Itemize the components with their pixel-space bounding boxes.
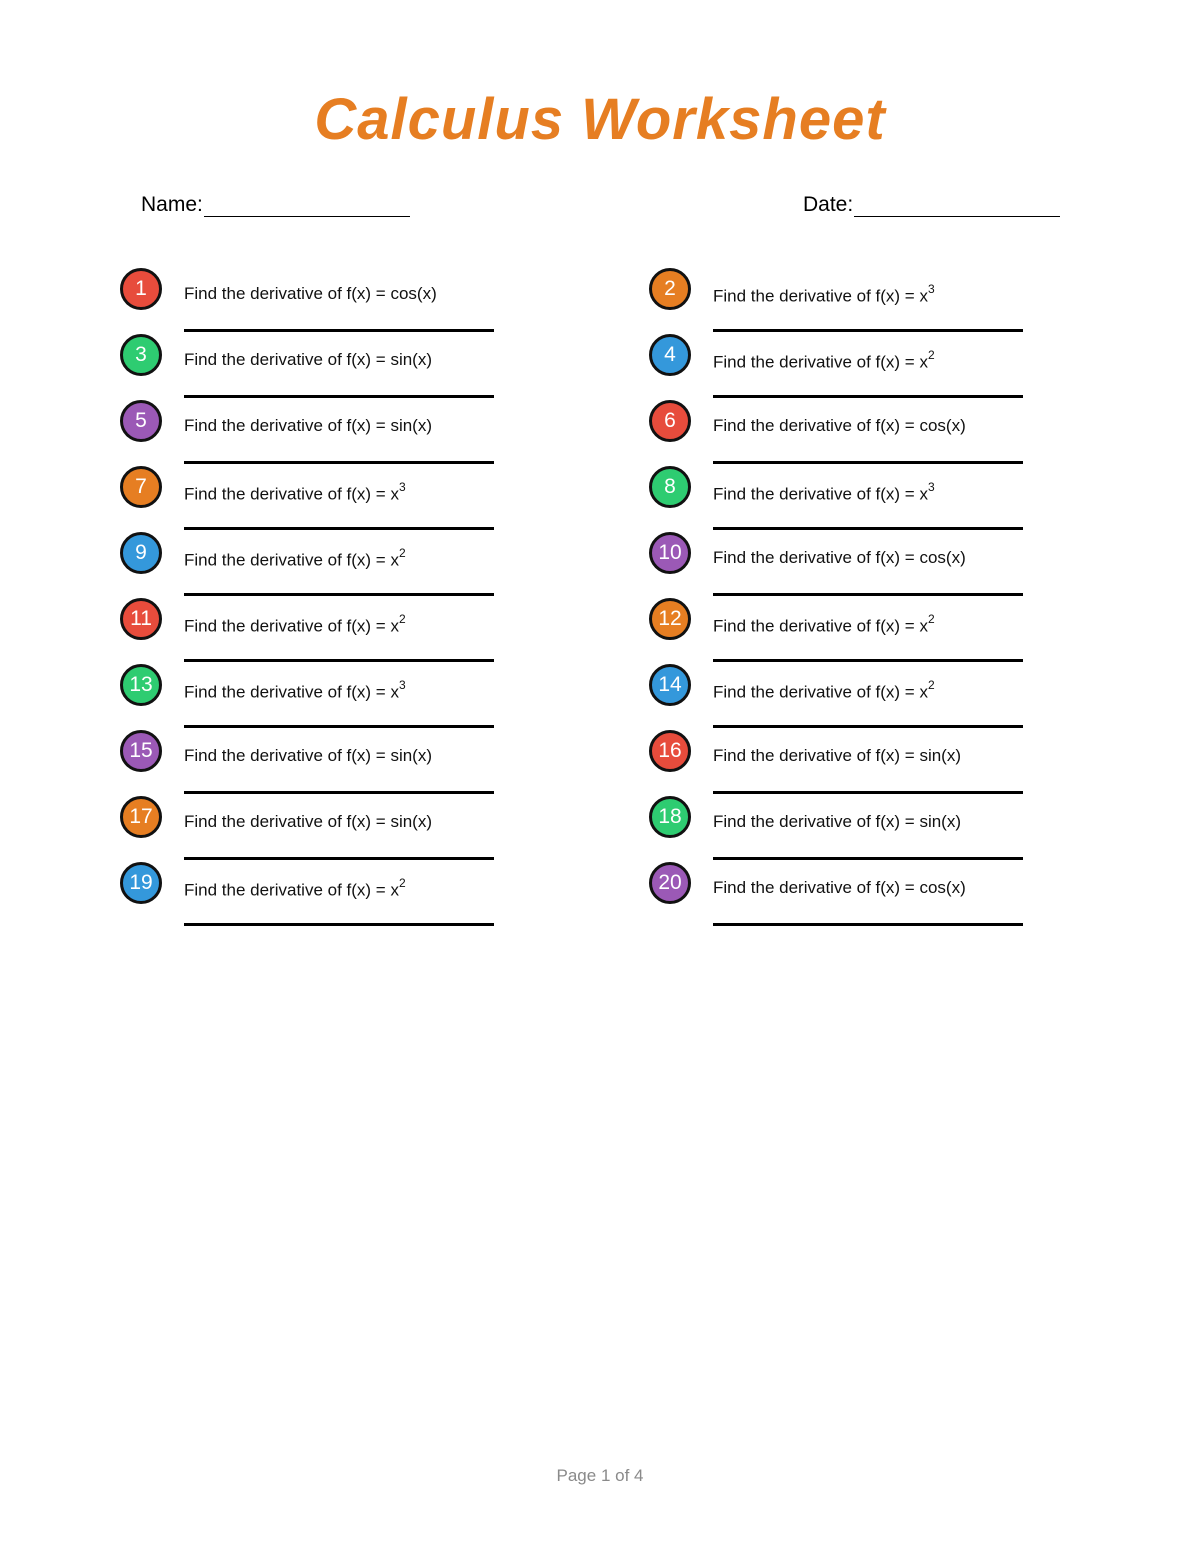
answer-line[interactable] bbox=[713, 395, 1023, 398]
problem-item bbox=[649, 532, 1069, 598]
problem-number: 13 bbox=[129, 672, 153, 696]
problem-number: 1 bbox=[135, 276, 147, 300]
problem-text bbox=[184, 548, 406, 571]
problem-prompt: Find the derivative of f(x) = bbox=[184, 616, 391, 636]
name-field[interactable] bbox=[141, 193, 410, 217]
problem-prompt: Find the derivative of f(x) = bbox=[713, 746, 920, 765]
function-expression: sin(x) bbox=[390, 416, 433, 435]
problem-text bbox=[184, 878, 406, 901]
function-exponent: 2 bbox=[398, 546, 406, 560]
problem-number-badge bbox=[120, 400, 162, 442]
problem-text bbox=[184, 416, 432, 436]
problem-prompt: Find the derivative of f(x) = bbox=[713, 812, 920, 831]
function-exponent: 3 bbox=[927, 282, 935, 296]
answer-line[interactable] bbox=[184, 395, 494, 398]
function-expression: x bbox=[390, 880, 399, 900]
function-expression: x bbox=[919, 682, 928, 702]
problem-text bbox=[713, 680, 935, 703]
problem-number-badge bbox=[649, 796, 691, 838]
problem-text bbox=[184, 284, 437, 304]
problem-item bbox=[649, 796, 1069, 862]
name-blank-line[interactable] bbox=[204, 196, 410, 217]
function-expression: x bbox=[390, 682, 399, 702]
problem-prompt: Find the derivative of f(x) = bbox=[184, 416, 391, 435]
problem-text bbox=[713, 878, 966, 898]
function-exponent: 2 bbox=[398, 612, 406, 626]
problem-number: 6 bbox=[664, 408, 676, 432]
problem-number-badge bbox=[120, 334, 162, 376]
problem-number: 16 bbox=[658, 738, 682, 762]
problem-number: 17 bbox=[129, 804, 153, 828]
problem-number-badge bbox=[649, 664, 691, 706]
problem-text bbox=[713, 614, 935, 637]
problem-text bbox=[184, 746, 432, 766]
problem-number-badge bbox=[649, 598, 691, 640]
answer-line[interactable] bbox=[184, 857, 494, 860]
answer-line[interactable] bbox=[184, 659, 494, 662]
problem-number-badge bbox=[120, 532, 162, 574]
answer-line[interactable] bbox=[713, 593, 1023, 596]
function-expression: cos(x) bbox=[919, 548, 966, 567]
problem-prompt: Find the derivative of f(x) = bbox=[713, 416, 920, 435]
function-expression: sin(x) bbox=[919, 812, 962, 831]
problem-prompt: Find the derivative of f(x) = bbox=[184, 746, 391, 765]
problem-text bbox=[184, 482, 406, 505]
problem-number-badge bbox=[120, 598, 162, 640]
problem-number-badge bbox=[120, 796, 162, 838]
function-expression: x bbox=[390, 616, 399, 636]
function-exponent: 2 bbox=[927, 348, 935, 362]
problem-item bbox=[649, 466, 1069, 532]
function-expression: cos(x) bbox=[390, 284, 437, 303]
function-expression: sin(x) bbox=[390, 812, 433, 831]
problem-text bbox=[713, 548, 966, 568]
problem-text bbox=[184, 350, 432, 370]
problem-prompt: Find the derivative of f(x) = bbox=[713, 878, 920, 897]
problem-number-badge bbox=[649, 466, 691, 508]
problem-text bbox=[713, 350, 935, 373]
function-expression: x bbox=[390, 484, 399, 504]
problem-item bbox=[649, 730, 1069, 796]
function-expression: sin(x) bbox=[390, 746, 433, 765]
function-expression: cos(x) bbox=[919, 416, 966, 435]
problem-number: 5 bbox=[135, 408, 147, 432]
page-indicator: Page 1 of 4 bbox=[556, 1466, 644, 1485]
answer-line[interactable] bbox=[713, 329, 1023, 332]
date-label: Date: bbox=[803, 193, 854, 216]
problem-prompt: Find the derivative of f(x) = bbox=[184, 812, 391, 831]
function-expression: sin(x) bbox=[390, 350, 433, 369]
problem-item bbox=[120, 598, 540, 664]
problem-item bbox=[649, 268, 1069, 334]
function-exponent: 3 bbox=[398, 678, 406, 692]
function-exponent: 3 bbox=[398, 480, 406, 494]
answer-line[interactable] bbox=[184, 923, 494, 926]
problem-number: 14 bbox=[658, 672, 682, 696]
problem-item bbox=[120, 532, 540, 598]
answer-line[interactable] bbox=[713, 461, 1023, 464]
name-label: Name: bbox=[141, 193, 203, 216]
answer-line[interactable] bbox=[184, 461, 494, 464]
function-expression: sin(x) bbox=[919, 746, 962, 765]
problem-number: 2 bbox=[664, 276, 676, 300]
problem-prompt: Find the derivative of f(x) = bbox=[713, 682, 920, 702]
problem-number-badge bbox=[649, 400, 691, 442]
problem-text bbox=[713, 746, 961, 766]
problem-prompt: Find the derivative of f(x) = bbox=[713, 484, 920, 504]
answer-line[interactable] bbox=[184, 725, 494, 728]
problem-number-badge bbox=[120, 268, 162, 310]
problem-number-badge bbox=[120, 466, 162, 508]
problem-prompt: Find the derivative of f(x) = bbox=[184, 284, 391, 303]
date-blank-line[interactable] bbox=[854, 196, 1060, 217]
problem-number: 20 bbox=[658, 870, 682, 894]
problem-item bbox=[649, 334, 1069, 400]
answer-line[interactable] bbox=[713, 725, 1023, 728]
function-expression: x bbox=[919, 484, 928, 504]
date-field[interactable] bbox=[803, 193, 1060, 217]
problem-text bbox=[713, 284, 935, 307]
problem-prompt: Find the derivative of f(x) = bbox=[184, 550, 391, 570]
problem-item bbox=[120, 400, 540, 466]
problem-prompt: Find the derivative of f(x) = bbox=[184, 880, 391, 900]
problem-number: 10 bbox=[658, 540, 682, 564]
problem-text bbox=[184, 614, 406, 637]
answer-line[interactable] bbox=[713, 857, 1023, 860]
problem-item bbox=[649, 598, 1069, 664]
problem-text bbox=[713, 416, 966, 436]
answer-line[interactable] bbox=[713, 923, 1023, 926]
problem-text bbox=[184, 680, 406, 703]
answer-line[interactable] bbox=[713, 659, 1023, 662]
problem-number: 9 bbox=[135, 540, 147, 564]
problem-prompt: Find the derivative of f(x) = bbox=[184, 682, 391, 702]
problem-item bbox=[649, 400, 1069, 466]
problem-prompt: Find the derivative of f(x) = bbox=[713, 616, 920, 636]
problem-text bbox=[184, 812, 432, 832]
problem-number: 18 bbox=[658, 804, 682, 828]
problem-item bbox=[120, 796, 540, 862]
function-exponent: 2 bbox=[927, 678, 935, 692]
problem-number-badge bbox=[649, 730, 691, 772]
function-expression: x bbox=[919, 616, 928, 636]
problem-number: 8 bbox=[664, 474, 676, 498]
problem-number: 7 bbox=[135, 474, 147, 498]
answer-line[interactable] bbox=[184, 329, 494, 332]
problem-number-badge bbox=[649, 334, 691, 376]
problem-item bbox=[120, 268, 540, 334]
problem-number: 12 bbox=[658, 606, 682, 630]
problem-number-badge bbox=[649, 268, 691, 310]
problem-number-badge bbox=[120, 730, 162, 772]
problem-item bbox=[120, 862, 540, 928]
problem-text bbox=[713, 482, 935, 505]
function-exponent: 2 bbox=[398, 876, 406, 890]
function-expression: x bbox=[390, 550, 399, 570]
problem-number-badge bbox=[120, 862, 162, 904]
problem-item bbox=[120, 730, 540, 796]
worksheet-title: Calculus Worksheet bbox=[314, 87, 886, 152]
problem-item bbox=[120, 466, 540, 532]
problem-number-badge bbox=[649, 862, 691, 904]
problem-number: 11 bbox=[130, 606, 152, 630]
problem-prompt: Find the derivative of f(x) = bbox=[713, 352, 920, 372]
answer-line[interactable] bbox=[184, 527, 494, 530]
answer-line[interactable] bbox=[713, 791, 1023, 794]
problem-item bbox=[649, 664, 1069, 730]
function-expression: cos(x) bbox=[919, 878, 966, 897]
problem-prompt: Find the derivative of f(x) = bbox=[713, 548, 920, 567]
problem-number-badge bbox=[120, 664, 162, 706]
problem-prompt: Find the derivative of f(x) = bbox=[184, 484, 391, 504]
problem-item bbox=[649, 862, 1069, 928]
answer-line[interactable] bbox=[713, 527, 1023, 530]
problem-text bbox=[713, 812, 961, 832]
problem-number: 15 bbox=[129, 738, 153, 762]
problem-number-badge bbox=[649, 532, 691, 574]
problem-item bbox=[120, 334, 540, 400]
problem-prompt: Find the derivative of f(x) = bbox=[184, 350, 391, 369]
problem-prompt: Find the derivative of f(x) = bbox=[713, 286, 920, 306]
function-exponent: 2 bbox=[927, 612, 935, 626]
answer-line[interactable] bbox=[184, 593, 494, 596]
function-exponent: 3 bbox=[927, 480, 935, 494]
function-expression: x bbox=[919, 352, 928, 372]
problem-number: 3 bbox=[135, 342, 147, 366]
problem-number: 19 bbox=[129, 870, 153, 894]
problem-number: 4 bbox=[664, 342, 676, 366]
answer-line[interactable] bbox=[184, 791, 494, 794]
problem-item bbox=[120, 664, 540, 730]
function-expression: x bbox=[919, 286, 928, 306]
